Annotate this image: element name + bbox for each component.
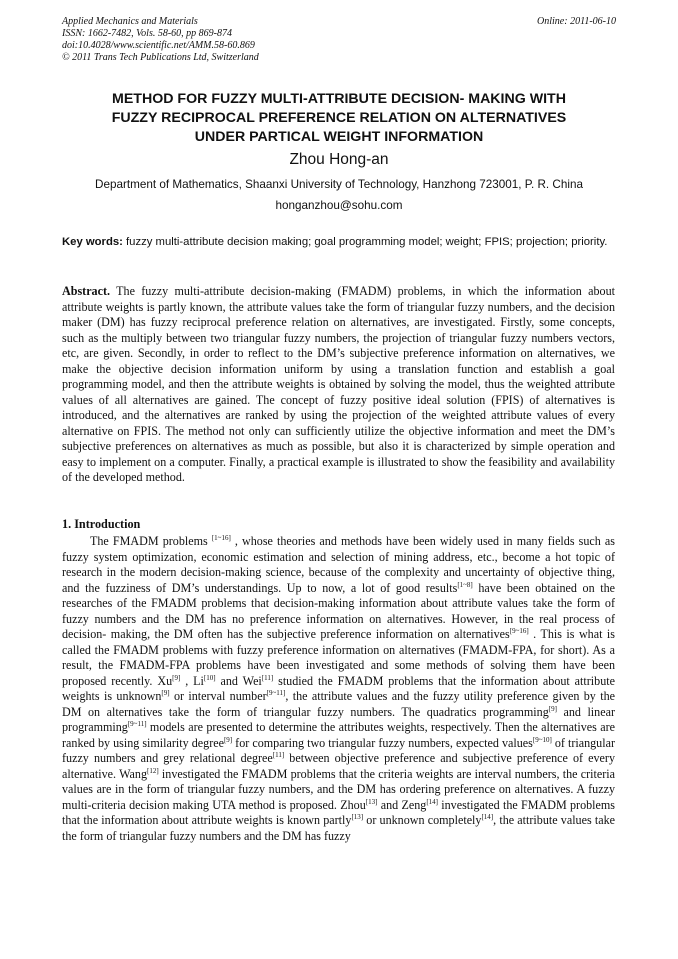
intro-text: investigated the FMADM problems that the criteria weights are interval numbers, the criteria values are in the form of triangular fuzzy numbers, and the DM has ordering preference on alternatives. A fuzzy multi-criteria decision making UTA method is proposed. Zhou xyxy=(62,766,615,812)
citation: [9~11] xyxy=(127,720,147,728)
intro-text: of triangular fuzzy numbers and grey relational degree xyxy=(62,735,615,765)
abstract xyxy=(62,284,615,486)
journal-name: Applied Mechanics and Materials xyxy=(62,16,198,27)
abstract-text: The fuzzy multi-attribute decision-making (FMADM) problems, in which the information about attribute weights is partly known, the attribute values take the form of triangular fuzzy numbers, and the decision maker (DM) has fuzzy reciprocal preference relation on alternatives, are investigated. Firstly, some concepts, such as the multiply between two triangular fuzzy numbers, the projection of triangular fuzzy numbers vectors, etc, are given. Secondly, in order to reflect to the DM’s subjective preference information on alternatives, we make the objective decision information uniform by using a translation function and establish a goal programming model, and then the attribute weights is obtained by solving the model, thus the weighted attribute values of all alternatives are gained. The concept of fuzzy positive ideal solution (FPIS) of alternatives is introduced, and the alternatives are ranked by using the projection of the weighted attribute values of every alternative on FPIS. The method not only can sufficiently utilize the objective information and meet the DM’s subjective preferences on alternatives as much as possible, but also it is characterized by simple operation and easy to implement on a computer. Finally, a practical example is illustrated to show the feasibility and availability of the developed method. xyxy=(62,284,615,484)
intro-text: , the attribute values take the form of triangular fuzzy numbers and the DM has fuzzy xyxy=(62,813,615,843)
online-date: Online: 2011-06-10 xyxy=(537,16,616,27)
intro-text: investigated the FMADM problems that the information about attribute weights is known partly xyxy=(62,797,616,827)
journal-copyright: © 2011 Trans Tech Publications Ltd, Switzerland xyxy=(62,52,259,63)
intro-text: between objective preference and subjective preference of every alternative. Wang xyxy=(62,751,615,781)
journal-header xyxy=(62,16,259,64)
intro-text: and linear programming xyxy=(62,704,615,734)
intro-text: have been obtained on the researches of the FMADM problems that decision-making information about attribute values take the form of fuzzy numbers and the DM has no preference information on alternatives. However, in the real process of decision- making, the DM often has the subjective preference information on alternatives xyxy=(62,580,616,641)
citation: [9~10] xyxy=(532,735,552,744)
citation: [9~16] xyxy=(509,627,529,635)
citation: [9] xyxy=(548,704,557,713)
title-line: FUZZY RECIPROCAL PREFERENCE RELATION ON ALTERNATIVES xyxy=(111,110,567,126)
citation: [13] xyxy=(365,797,378,806)
citation: [12] xyxy=(147,766,159,775)
intro-text: models are presented to determine the attributes weights, respectively. Then the alternatives are ranked by using similarity degree xyxy=(62,720,615,750)
title-line: UNDER PARTICAL WEIGHT INFORMATION xyxy=(194,129,484,145)
citation: [9~11] xyxy=(266,689,286,697)
author: Zhou Hong-an xyxy=(289,151,389,168)
citation: [14] xyxy=(481,813,494,821)
intro-text: and Zeng xyxy=(377,797,427,812)
intro-text: studied the FMADM problems that the information about attribute weights is unknown xyxy=(62,673,615,703)
intro-text: and Wei xyxy=(215,673,262,688)
keywords xyxy=(62,235,615,250)
citation: [13] xyxy=(351,813,364,821)
intro-text: or interval number xyxy=(169,689,267,703)
citation: [9] xyxy=(172,673,181,682)
citation: [11] xyxy=(272,751,285,759)
citation: [10] xyxy=(203,673,216,682)
author-email: honganzhou@sohu.com xyxy=(275,199,403,212)
keywords-text: fuzzy multi-attribute decision making; goal programming model; weight; FPIS; projection; priority. xyxy=(122,236,608,248)
intro-text: , whose theories and methods have been widely used in many fields such as fuzzy system optimization, economic estimation and selection of mining address, etc., become a hot topic of research in the modern decision-making science, because of the complexity and uncertainty of objective thing, and the fuzziness of DM’s understandings. Up to now, a lot of good results xyxy=(62,534,615,595)
journal-issn: ISSN: 1662-7482, Vols. 58-60, pp 869-874 xyxy=(62,28,232,39)
citation: [9] xyxy=(161,689,170,697)
intro-text: , Li xyxy=(180,673,204,688)
citation: [14] xyxy=(426,797,438,806)
intro-text: for comparing two triangular fuzzy numbers, expected values xyxy=(232,735,533,750)
intro-text: , the attribute values and the fuzzy utility preference given by the DM on alternatives take the form of triangular fuzzy numbers. The quadratics programming xyxy=(62,689,615,719)
abstract-label: Abstract. xyxy=(62,284,111,298)
section-heading: 1. Introduction xyxy=(62,517,141,531)
citation: [9] xyxy=(223,735,233,744)
title-line: METHOD FOR FUZZY MULTI-ATTRIBUTE DECISION- MAKING WITH xyxy=(112,91,566,107)
introduction xyxy=(62,534,615,844)
citation: [1~8] xyxy=(457,580,473,589)
citation: [11] xyxy=(261,673,274,682)
intro-paragraph xyxy=(62,534,615,844)
intro-text: The FMADM problems xyxy=(90,534,212,548)
citation: [1~16] xyxy=(211,534,231,542)
intro-text: or unknown completely xyxy=(363,813,482,827)
keywords-label: Key words: xyxy=(62,236,123,248)
intro-text: . This is what is called the FMADM problems with fuzzy preference information on alternatives (FMADM-FPA, for short). As a result, the FMADM-FPA problems have been investigated and some methods of solving them have been proposed recently. Xu xyxy=(62,627,615,688)
paper-title xyxy=(70,90,608,147)
affiliation: Department of Mathematics, Shaanxi University of Technology, Hanzhong 723001, P. R. China xyxy=(95,178,583,191)
journal-doi: doi:10.4028/www.scientific.net/AMM.58-60.869 xyxy=(62,40,255,51)
